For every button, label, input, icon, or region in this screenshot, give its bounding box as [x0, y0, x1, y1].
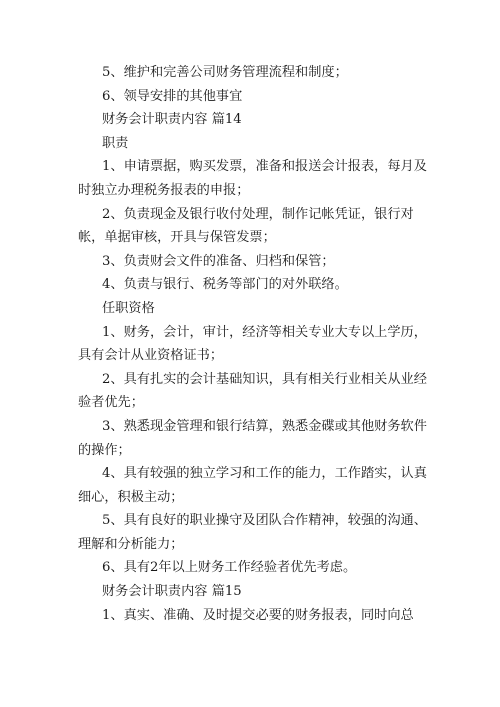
section-15-item-1-paragraph: 1、真实、准确、及时提交必要的财务报表，同时向总 — [102, 607, 414, 623]
qualification-item-5-paragraph: 5、具有良好的职业操守及团队合作精神，较强的沟通、理解和分析能力； — [78, 513, 427, 552]
duty-item-2-paragraph: 2、负责现金及银行收付处理，制作记帐凭证，银行对帐，单据审核，开具与保管发票； — [78, 206, 414, 246]
duty-item-4-paragraph: 4、负责与银行、税务等部门的对外联络。 — [102, 277, 348, 293]
section-heading-15: 财务会计职责内容 篇15 — [102, 584, 242, 600]
qualification-item-4-paragraph: 4、具有较强的独立学习和工作的能力，工作踏实，认真细心，积极主动； — [78, 466, 427, 505]
section-heading-14: 财务会计职责内容 篇14 — [102, 112, 242, 128]
duty-item-6-paragraph: 6、领导安排的其他事宜 — [102, 88, 243, 104]
duty-item-5-paragraph: 5、维护和完善公司财务管理流程和制度； — [102, 65, 348, 80]
qualification-item-6-paragraph: 6、具有2年以上财务工作经验者优先考虑。 — [102, 560, 357, 576]
qualification-item-3-paragraph: 3、熟悉现金管理和银行结算，熟悉金碟或其他财务软件的操作； — [78, 418, 427, 458]
document-body — [78, 61, 438, 627]
qualifications-subheading: 任职资格 — [102, 300, 155, 316]
duty-item-3-paragraph: 3、负责财会文件的准备、归档和保管； — [102, 253, 335, 269]
duties-subheading: 职责 — [102, 135, 129, 151]
qualification-item-1-paragraph: 1、财务，会计，审计，经济等相关专业大专以上学历，具有会计从业资格证书； — [78, 324, 427, 364]
qualification-item-2-paragraph: 2、具有扎实的会计基础知识，具有相关行业相关从业经验者优先； — [78, 371, 427, 411]
duty-item-1-paragraph: 1、申请票据，购买发票，准备和报送会计报表，每月及时独立办理税务报表的申报； — [78, 159, 427, 198]
